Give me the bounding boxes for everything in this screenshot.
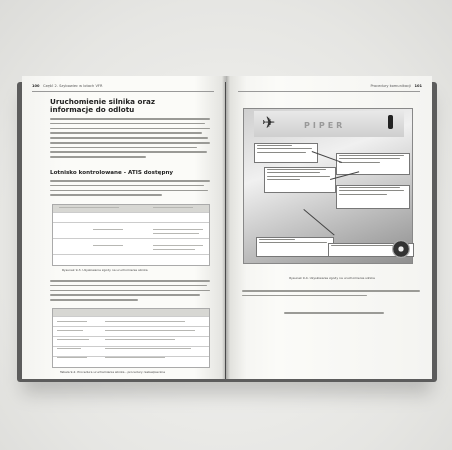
left-header-rule	[32, 91, 214, 92]
atis-paragraph	[50, 180, 210, 199]
figure-caption-left: Rysunek 9-3. Uzyskiwanie zgody na uruchomienie silnika	[62, 268, 148, 272]
book-spine-gutter	[222, 76, 230, 379]
right-header-rule	[238, 91, 420, 92]
left-page-number: 100	[32, 84, 40, 88]
procedure-paragraph	[50, 280, 210, 304]
right-running-head	[370, 84, 422, 88]
left-page	[22, 76, 225, 379]
callout-readback	[256, 237, 334, 257]
cd-disc-icon	[392, 240, 410, 258]
callout-atis	[254, 143, 318, 163]
cockpit-screenshot-figure	[243, 108, 413, 264]
callout-tower-reply	[336, 153, 410, 175]
procedure-table	[52, 308, 210, 368]
intro-paragraph	[50, 118, 210, 161]
footer-note	[284, 312, 384, 317]
aircraft-brand-logo: PIPER	[304, 121, 346, 130]
pilot-figure-icon	[388, 115, 393, 129]
callout-clearance	[336, 185, 410, 209]
callout-request	[264, 167, 336, 193]
subsection-heading: Lotnisko kontrolowane - ATIS dostępny	[50, 170, 174, 176]
right-running-title: Procedury komunikacji	[370, 84, 412, 88]
airplane-icon: ✈	[262, 113, 276, 132]
leader-line	[304, 209, 335, 235]
right-page-number: 101	[414, 84, 422, 88]
table-caption: Tabela 9-2. Procedura uruchamiania silnika - procedury niebezpieczne	[60, 370, 166, 374]
radio-exchange-table	[52, 204, 210, 266]
right-paragraph	[242, 290, 420, 300]
section-heading: Uruchomienie silnika oraz informacje do odlotu	[50, 97, 156, 115]
figure-caption-right: Rysunek 9-4. Uzyskiwanie zgody na uruchomienie silnika	[289, 276, 375, 280]
left-running-title: Część 2. Szybowiec w lotach VFR	[42, 84, 103, 88]
left-running-head	[32, 84, 102, 88]
